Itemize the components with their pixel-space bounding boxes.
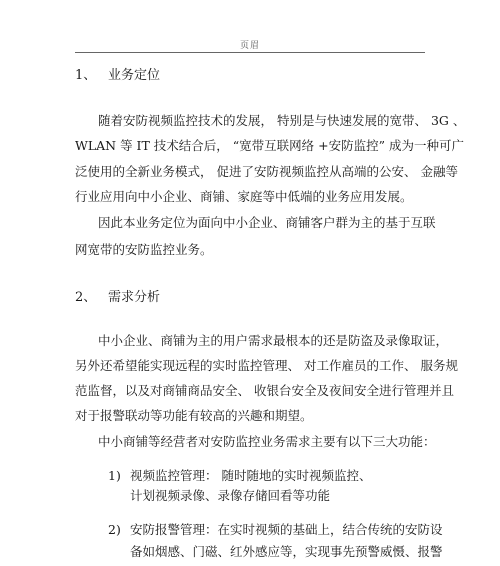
paragraph-line: 因此本业务定位为面向中小企业、商铺客户群为主的基于互联: [98, 215, 436, 230]
paragraph-line: 随着安防视频监控技术的发展， 特别是与快速发展的宽带、 3G 、: [98, 113, 466, 128]
list-item-line: 视频监控管理： 随时随地的实时视频监控、: [130, 468, 372, 483]
section-title: 业务定位: [108, 68, 161, 83]
list-item-line: 备如烟感、门磁、红外感应等，实现事先预警威慑、报警: [130, 544, 443, 559]
list-item-line: 计划视频录像、录像存储回看等功能: [130, 488, 331, 503]
header-rule: [75, 52, 425, 53]
list-marker: 2): [108, 522, 121, 537]
section-title: 需求分析: [108, 290, 161, 305]
list-item-line: 安防报警管理：在实时视频的基础上，结合传统的安防设: [130, 522, 443, 537]
paragraph-line: 对于报警联动等功能有较高的兴趣和期望。: [75, 408, 313, 423]
paragraph-line: 网宽带的安防监控业务。: [75, 242, 213, 257]
paragraph-line: 范监督，以及对商铺商品安全、 收银台安全及夜间安全进行管理并且: [75, 383, 454, 398]
paragraph-line: 中小商铺等经营者对安防监控业务需求主要有以下三大功能：: [98, 434, 436, 449]
paragraph-line: 泛使用的全新业务模式， 促进了安防视频监控从高端的公安、 金融等: [75, 164, 458, 179]
paragraph-line: 行业应用向中小企业、商铺、家庭等中低端的业务应用发展。: [75, 189, 413, 204]
page-header-label: 页眉: [239, 41, 260, 51]
paragraph-line: WLAN 等 IT 技术结合后， “宽带互联网络 +安防监控” 成为一种可广: [75, 138, 464, 153]
section-number: 2、: [75, 290, 97, 305]
paragraph-line: 另外还希望能实现远程的实时监控管理、 对工作雇员的工作、 服务规: [75, 358, 458, 373]
paragraph-line: 中小企业、商铺为主的用户需求最根本的还是防盗及录像取证，: [98, 333, 449, 348]
section-number: 1、: [75, 68, 97, 83]
list-marker: 1): [108, 468, 121, 483]
